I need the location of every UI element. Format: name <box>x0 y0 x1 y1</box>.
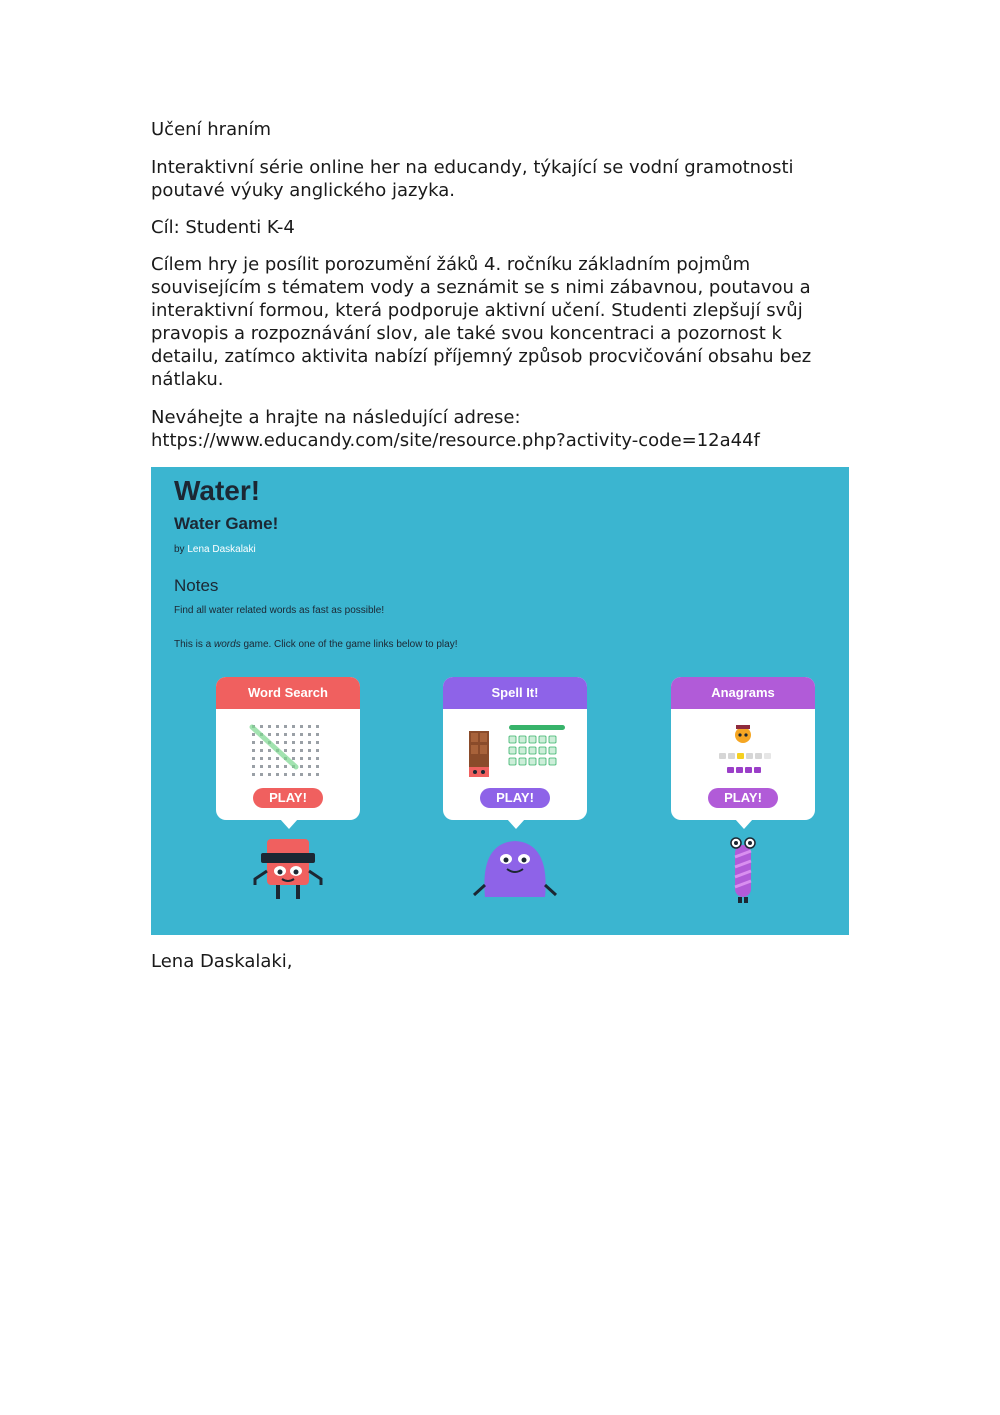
game-card-word-search[interactable] <box>216 677 360 820</box>
red-block-mascot-icon <box>243 835 333 905</box>
notes-heading: Notes <box>174 576 219 595</box>
game-card-anagrams[interactable] <box>671 677 815 820</box>
goal-line: Cíl: Studenti K-4 <box>151 217 295 238</box>
document-title: Učení hraním <box>151 119 272 140</box>
notes-line-2-pre: This is a <box>174 639 212 650</box>
play-button-word-search[interactable]: PLAY! <box>253 788 323 808</box>
byline <box>174 544 256 555</box>
notes-line-2-em: words <box>214 639 241 650</box>
chocolate-bar-icon <box>453 717 577 783</box>
card-pointer <box>280 819 298 829</box>
notes-line-2 <box>174 639 457 650</box>
notes-line-2-post: game. Click one of the game links below to play! <box>243 639 458 650</box>
notes-line-1: Find all water related words as fast as possible! <box>174 605 385 616</box>
play-url-link[interactable]: https://www.educandy.com/site/resource.php?activity-code=12a44f <box>151 430 760 451</box>
play-prompt: Neváhejte a hrajte na následující adrese: <box>151 407 521 428</box>
purple-blob-mascot-icon <box>470 835 560 905</box>
game-card-spell-it[interactable] <box>443 677 587 820</box>
card-pointer <box>507 819 525 829</box>
game-page-title: Water! <box>174 475 261 506</box>
play-paragraph <box>151 406 851 452</box>
play-button-anagrams[interactable]: PLAY! <box>708 788 778 808</box>
author-link[interactable]: Lena Daskalaki <box>187 544 256 555</box>
intro-paragraph: Interaktivní série online her na educandy, týkající se vodní gramotnosti poutavé výuky anglického jazyka. <box>151 157 794 201</box>
description-paragraph: Cílem hry je posílit porozumění žáků 4. ročníku základním pojmům souvisejícím s tématem vody a seznámit se s nimi zábavnou, poutavou a interaktivní formou, která podporuje aktivní učení. Studenti zlepšují svůj pravopis a rozpoznávání slov, ale také svou koncentraci a pozornost k detailu, zatímco aktivita nabízí příjemný způsob procvičování obsahu bez nátlaku. <box>151 254 812 390</box>
game-card-title: Word Search <box>216 677 360 709</box>
word-search-grid-icon <box>226 717 350 783</box>
game-card-title: Anagrams <box>671 677 815 709</box>
game-card-title: Spell It! <box>443 677 587 709</box>
striped-worm-mascot-icon <box>698 835 788 905</box>
anagram-tiles-icon <box>681 717 805 783</box>
by-label: by <box>174 544 185 555</box>
game-page-subtitle: Water Game! <box>174 514 279 533</box>
card-pointer <box>735 819 753 829</box>
play-button-spell-it[interactable]: PLAY! <box>480 788 550 808</box>
author-signature: Lena Daskalaki, <box>151 951 293 972</box>
educandy-screenshot <box>151 467 849 935</box>
